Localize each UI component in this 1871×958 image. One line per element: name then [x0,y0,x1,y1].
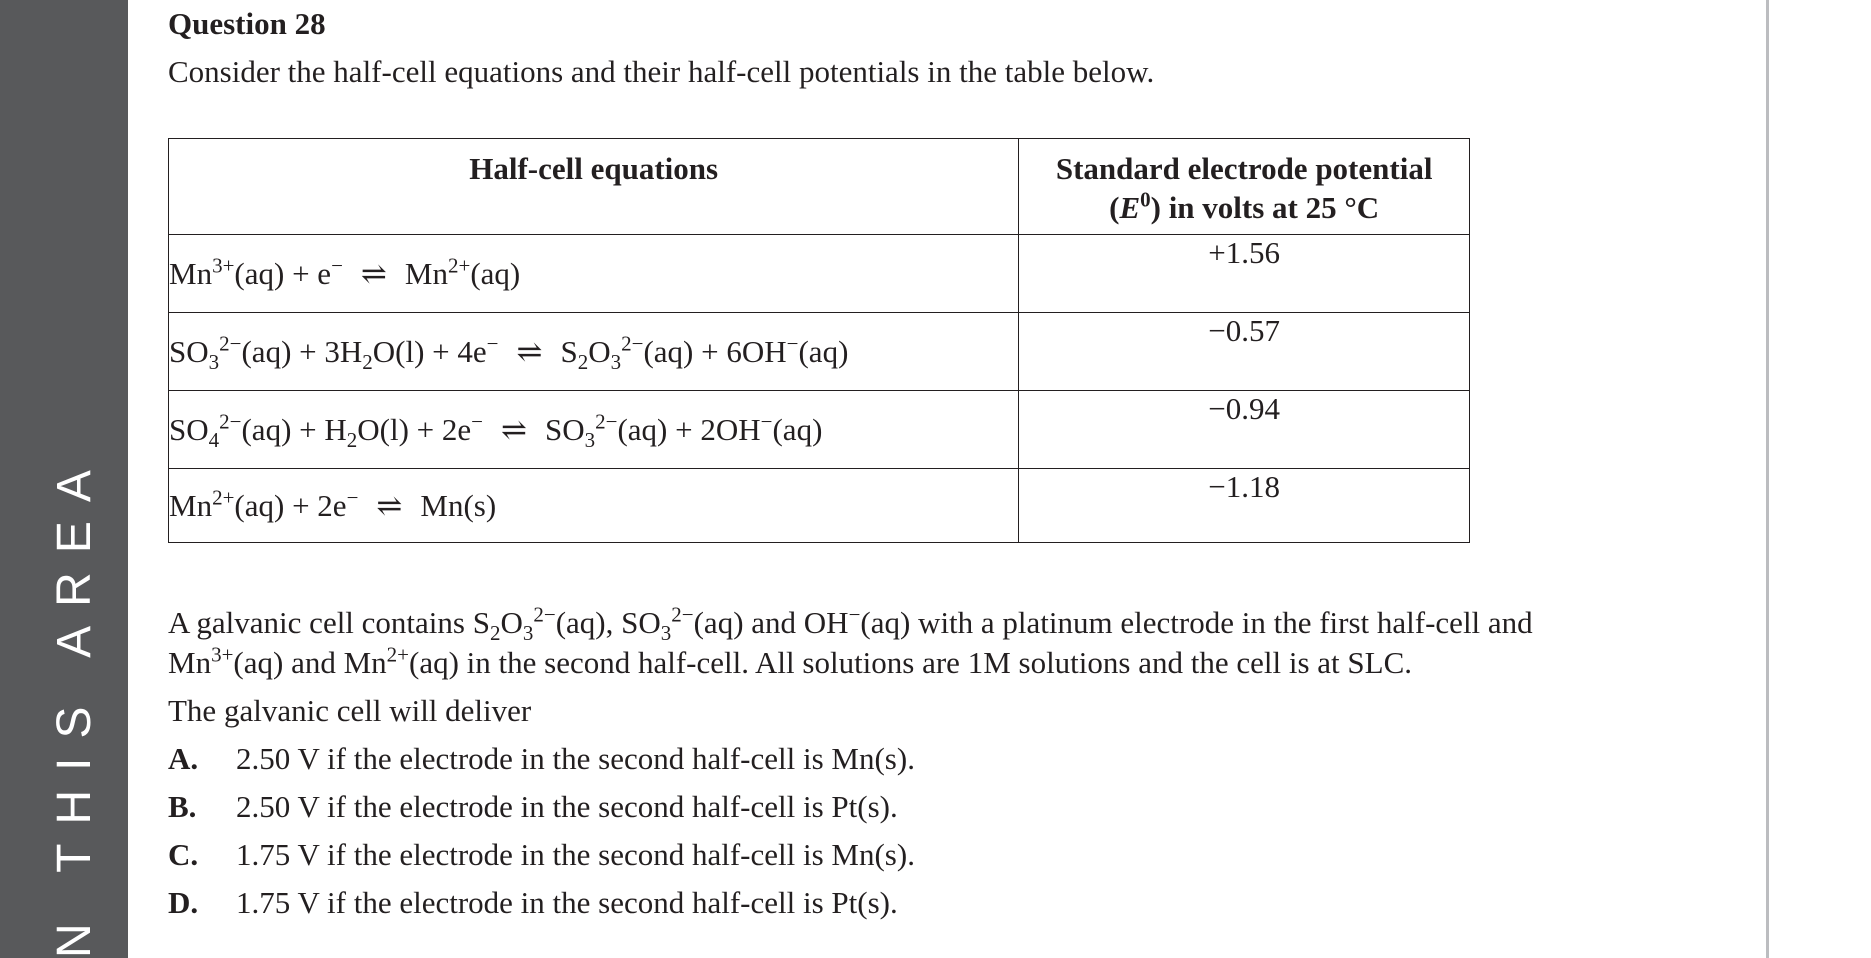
question-title: Question 28 [168,6,326,41]
right-margin-rule [1766,0,1769,958]
equation-cell: $Mn^{2+}(aq) + 2e^-$ ⇌ Mn(s) [169,469,1019,543]
question-intro: Consider the half-cell equations and their half-cell potentials in the table below. [168,54,1155,89]
half-cell-table [168,138,1470,543]
potential-cell: −0.94 [1019,391,1470,469]
header-potential-line1: Standard electrode potential [1055,151,1433,186]
option-d-letter[interactable]: D. [168,885,199,920]
margin-strip [0,0,128,958]
header-equations: Half-cell equations [169,139,1019,235]
header-potential-line2: $(E^0)$ in volts at 25 °C [1109,187,1380,225]
body-line-1: A galvanic cell contains $S_2O_3^{2-}(aq)$, $SO_3^{2-}(aq)$ and OH−(aq) with a platinum electrode in the first half-cell and [168,602,1533,646]
potential-cell: −1.18 [1019,469,1470,543]
table-row [169,391,1470,469]
option-b-text[interactable]: 2.50 V if the electrode in the second half-cell is Pt(s). [236,789,898,824]
equation-cell: $Mn^{3+}(aq) + e^-$ ⇌ $Mn^{2+}(aq)$ [169,235,1019,313]
header-potential [1019,139,1470,235]
option-a-text[interactable]: 2.50 V if the electrode in the second half-cell is Mn(s). [236,741,915,776]
option-a-letter[interactable]: A. [168,741,199,776]
option-c-letter[interactable]: C. [168,837,199,872]
margin-label: N THIS AREA [48,451,101,958]
equation-cell: $SO_3^{2-}(aq) + 3H_2O(l) + 4e^-$ ⇌ $S_2O_3^{2-}(aq) + 6OH^-(aq)$ [169,313,1019,391]
table-row [169,313,1470,391]
table-row [169,469,1470,543]
option-c-text[interactable]: 1.75 V if the electrode in the second half-cell is Mn(s). [236,837,915,872]
potential-cell: +1.56 [1019,235,1470,313]
option-b-letter[interactable]: B. [168,789,197,824]
table-header-row [169,139,1470,235]
potential-cell: −0.57 [1019,313,1470,391]
question-prompt: The galvanic cell will deliver [168,693,532,728]
option-d-text[interactable]: 1.75 V if the electrode in the second half-cell is Pt(s). [236,885,898,920]
equation-cell: $SO_4^{2-}(aq) + H_2O(l) + 2e^-$ ⇌ $SO_3^{2-}(aq) + 2OH^-(aq)$ [169,391,1019,469]
table-row [169,235,1470,313]
body-line-2: $Mn^{3+}(aq)$ and $Mn^{2+}(aq)$ in the second half-cell. All solutions are 1M solutions and the cell is at SLC. [168,642,1413,680]
